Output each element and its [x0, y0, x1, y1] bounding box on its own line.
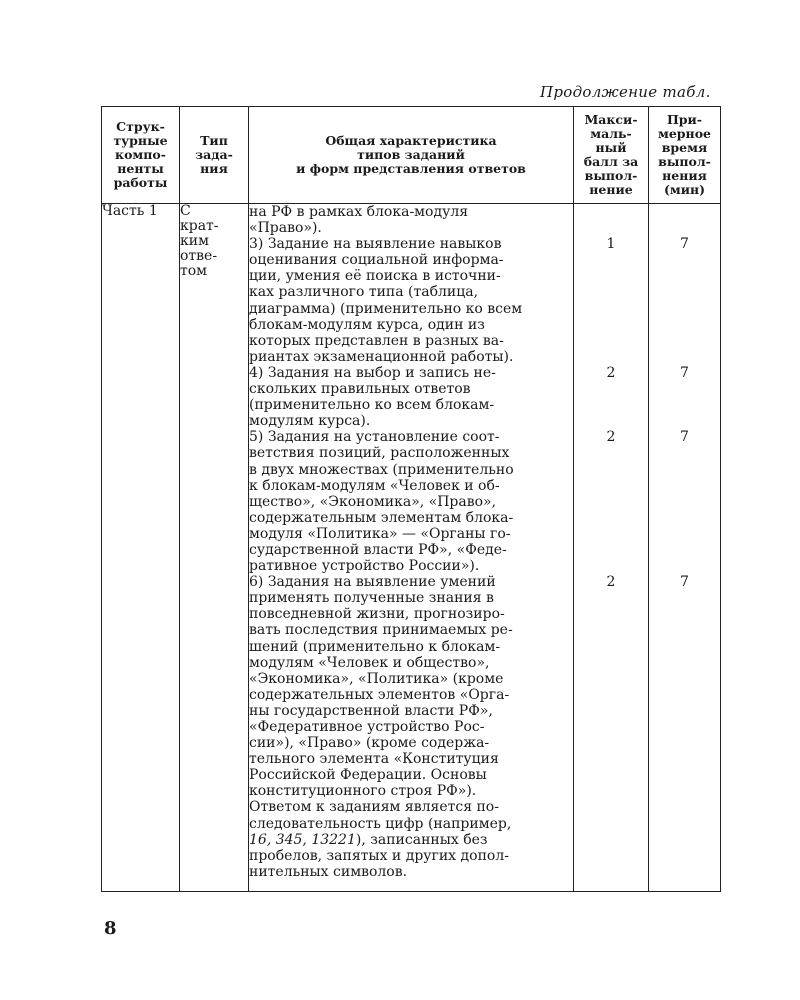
header-structural-components — [102, 107, 180, 204]
table-row — [102, 204, 721, 892]
description-line: скольких правильных ответов — [249, 381, 471, 398]
header-max-score — [574, 107, 649, 204]
task-description — [249, 204, 573, 236]
description-line: Российской Федерации. Основы — [249, 767, 487, 784]
task-type-line: том — [180, 263, 208, 279]
description-line: содержательным элементам блока- — [249, 509, 514, 526]
header-line: выпол- — [658, 154, 711, 169]
header-line: маль- — [590, 126, 632, 141]
description-line: сии»), «Право» (кроме содержа- — [249, 735, 490, 752]
task-type-cell — [180, 204, 249, 892]
description-line: 4) Задания на выбор и запись не- — [249, 364, 496, 381]
description-line: «Экономика», «Политика» (кроме — [249, 670, 504, 687]
description-line: к блокам-модулям «Человек и об- — [249, 477, 500, 494]
description-line: которых представлен в разных ва- — [249, 332, 504, 349]
description-line: риантах экзаменационной работы). — [249, 348, 514, 365]
table-header-row — [102, 107, 721, 204]
description-line: содержательных элементов «Орга- — [249, 686, 510, 703]
header-line: работы — [113, 175, 168, 190]
time-value: 7 — [680, 236, 689, 253]
header-line: турные — [113, 133, 168, 148]
description-line: 3) Задание на выявление навыков — [249, 236, 502, 253]
description-line: Ответом к заданиям является по- — [249, 799, 499, 816]
example-line — [249, 832, 573, 848]
task-description-end — [249, 848, 573, 880]
description-line: ции, умения её поиска в источни- — [249, 268, 501, 285]
header-line: (мин) — [663, 182, 706, 197]
header-line: время — [661, 140, 708, 155]
description-line: щество», «Экономика», «Право», — [249, 493, 497, 510]
header-line: выпол- — [584, 168, 638, 183]
header-line: типов заданий — [357, 147, 465, 162]
score-cell — [574, 204, 649, 892]
score-value: 2 — [606, 364, 616, 381]
part-cell — [102, 204, 180, 892]
description-line: модуля «Политика» — «Органы го- — [249, 525, 511, 542]
header-line: и форм представления ответов — [296, 161, 526, 176]
task-type-line: отве- — [180, 248, 218, 264]
description-line: 6) Задания на выявление умений — [249, 574, 496, 591]
description-line: конституционного строя РФ»). — [249, 783, 477, 800]
task-type-line: С — [180, 203, 191, 219]
header-line: зада- — [195, 147, 233, 162]
example-numbers: 16, 345, 13221 — [249, 831, 356, 848]
description-line: пробелов, запятых и других допол- — [249, 847, 509, 864]
header-task-type — [180, 107, 249, 204]
description-line: на РФ в рамках блока-модуля — [249, 204, 469, 220]
description-line: 5) Задания на установление соот- — [249, 429, 500, 446]
description-line: нительных символов. — [249, 863, 408, 880]
description-line: (применительно ко всем блокам- — [249, 397, 495, 414]
description-line: модулям «Человек и общество», — [249, 654, 490, 671]
task-description — [249, 574, 573, 832]
description-line: оценивания социальной информа- — [249, 252, 504, 269]
exam-structure-table — [101, 106, 721, 892]
score-value: 2 — [606, 429, 616, 446]
description-line: тельного элемента «Конституция — [249, 751, 499, 768]
time-value: 7 — [680, 364, 689, 381]
description-cell — [249, 204, 574, 892]
header-line: ния — [200, 161, 228, 176]
task-type-line: крат- — [180, 218, 219, 234]
header-line: нение — [589, 182, 633, 197]
description-line: блокам-модулям курса, один из — [249, 316, 485, 333]
description-line: диаграмма) (применительно ко всем — [249, 300, 523, 317]
description-line: ветствия позиций, расположенных — [249, 445, 510, 462]
header-line: Тип — [200, 133, 228, 148]
score-value — [574, 204, 648, 220]
time-value: 7 — [680, 574, 689, 591]
description-line: следовательность цифр (например, — [249, 815, 512, 832]
header-line: Макси- — [584, 112, 638, 127]
task-type-line: ким — [180, 233, 209, 249]
description-line: ны государственной власти РФ», — [249, 702, 493, 719]
header-line: компо- — [115, 147, 166, 162]
header-line: Струк- — [116, 119, 165, 134]
description-line: ративное устройство России»). — [249, 558, 480, 575]
description-line: вать последствия принимаемых ре- — [249, 622, 513, 639]
description-line: «Право»). — [249, 220, 322, 237]
description-line: применять полученные знания в — [249, 590, 494, 607]
description-line: сударственной власти РФ», «Феде- — [249, 541, 507, 558]
header-line: Общая характеристика — [325, 133, 497, 148]
header-line: мерное — [658, 126, 711, 141]
time-cell — [649, 204, 721, 892]
table-continuation-caption: Продолжение табл. — [540, 83, 711, 101]
description-line: в двух множествах (применительно — [249, 461, 514, 478]
header-line: ненты — [117, 161, 164, 176]
description-line: «Федеративное устройство Рос- — [249, 719, 485, 735]
header-line: ный — [595, 140, 627, 155]
time-value: 7 — [680, 429, 689, 446]
score-value: 2 — [606, 574, 616, 591]
header-line: нения — [662, 168, 707, 183]
header-line: При- — [666, 112, 702, 127]
header-general-characteristic — [249, 107, 574, 204]
task-description — [249, 365, 573, 429]
description-line: ках различного типа (таблица, — [249, 284, 479, 301]
task-description — [249, 236, 573, 365]
header-approx-time — [649, 107, 721, 204]
task-description — [249, 429, 573, 574]
description-line: модулям курса). — [249, 413, 371, 430]
description-line: повседневной жизни, прогнозиро- — [249, 606, 505, 623]
score-value: 1 — [606, 236, 616, 253]
page-number: 8 — [104, 918, 117, 939]
example-tail: ), записанных без — [355, 831, 488, 848]
header-line: балл за — [583, 154, 639, 169]
part-label: Часть 1 — [102, 203, 158, 219]
time-value — [649, 204, 720, 220]
description-line: шений (применительно к блокам- — [249, 638, 501, 655]
